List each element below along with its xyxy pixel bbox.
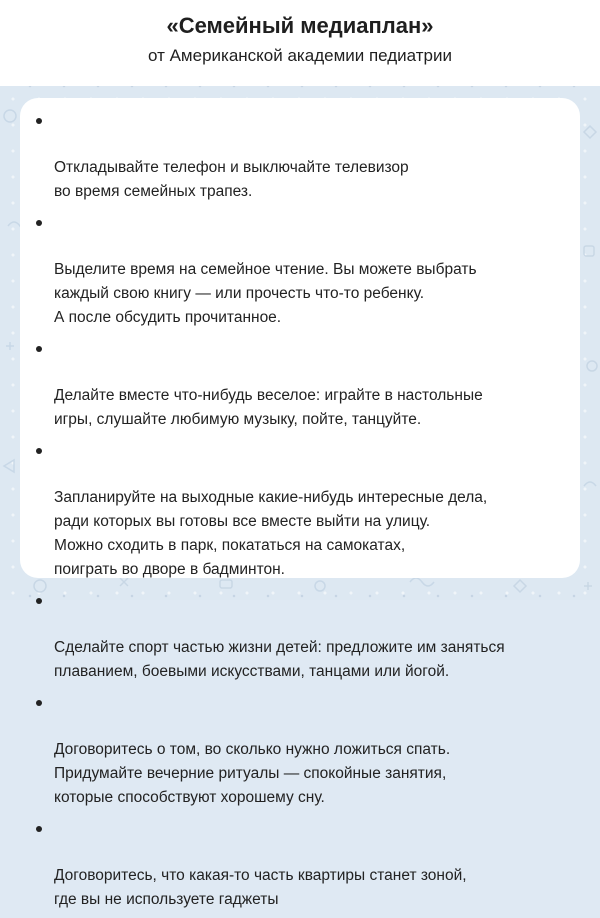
list-item-text: Выделите время на семейное чтение. Вы можете выбрать каждый свою книгу — или прочесть что-то ребенку. А после обсудить прочитанное.: [54, 261, 477, 326]
list-item: [34, 336, 564, 432]
list-item-text: Сделайте спорт частью жизни детей: предложите им заняться плаванием, боевыми искусствами, танцами или йогой.: [54, 639, 505, 680]
list-item-text: Запланируйте на выходные какие-нибудь интересные дела, ради которых вы готовы все вместе выйти на улицу. Можно сходить в парк, покататься на самокатах, поиграть во дворе в бадминтон.: [54, 489, 488, 578]
list-item-text: Договоритесь, что какая-то часть квартиры станет зоной, где вы не используете гаджеты: [54, 867, 467, 908]
bullet-icon: [36, 826, 42, 832]
bullet-icon: [36, 118, 42, 124]
bullet-icon: [36, 598, 42, 604]
list-item: [34, 210, 564, 330]
list-item-text: Делайте вместе что-нибудь веселое: играйте в настольные игры, слушайте любимую музыку, пойте, танцуйте.: [54, 387, 483, 428]
list-item: [34, 438, 564, 582]
bullet-icon: [36, 220, 42, 226]
list-item: [34, 816, 564, 912]
page-title: «Семейный медиаплан»: [166, 13, 434, 38]
tips-list: [34, 108, 564, 918]
list-item-text: Договоритесь о том, во сколько нужно ложиться спать. Придумайте вечерние ритуалы — спокойные занятия, которые способствуют хорошему сну.: [54, 741, 451, 806]
bullet-icon: [36, 346, 42, 352]
list-item: [34, 690, 564, 810]
list-item: [34, 108, 564, 204]
list-item-text: Откладывайте телефон и выключайте телевизор во время семейных трапез.: [54, 159, 409, 200]
tips-card: [20, 98, 580, 908]
bullet-icon: [36, 700, 42, 706]
page-subtitle: от Американской академии педиатрии: [148, 46, 452, 65]
header: [0, 0, 600, 86]
bullet-icon: [36, 448, 42, 454]
list-item: [34, 588, 564, 684]
